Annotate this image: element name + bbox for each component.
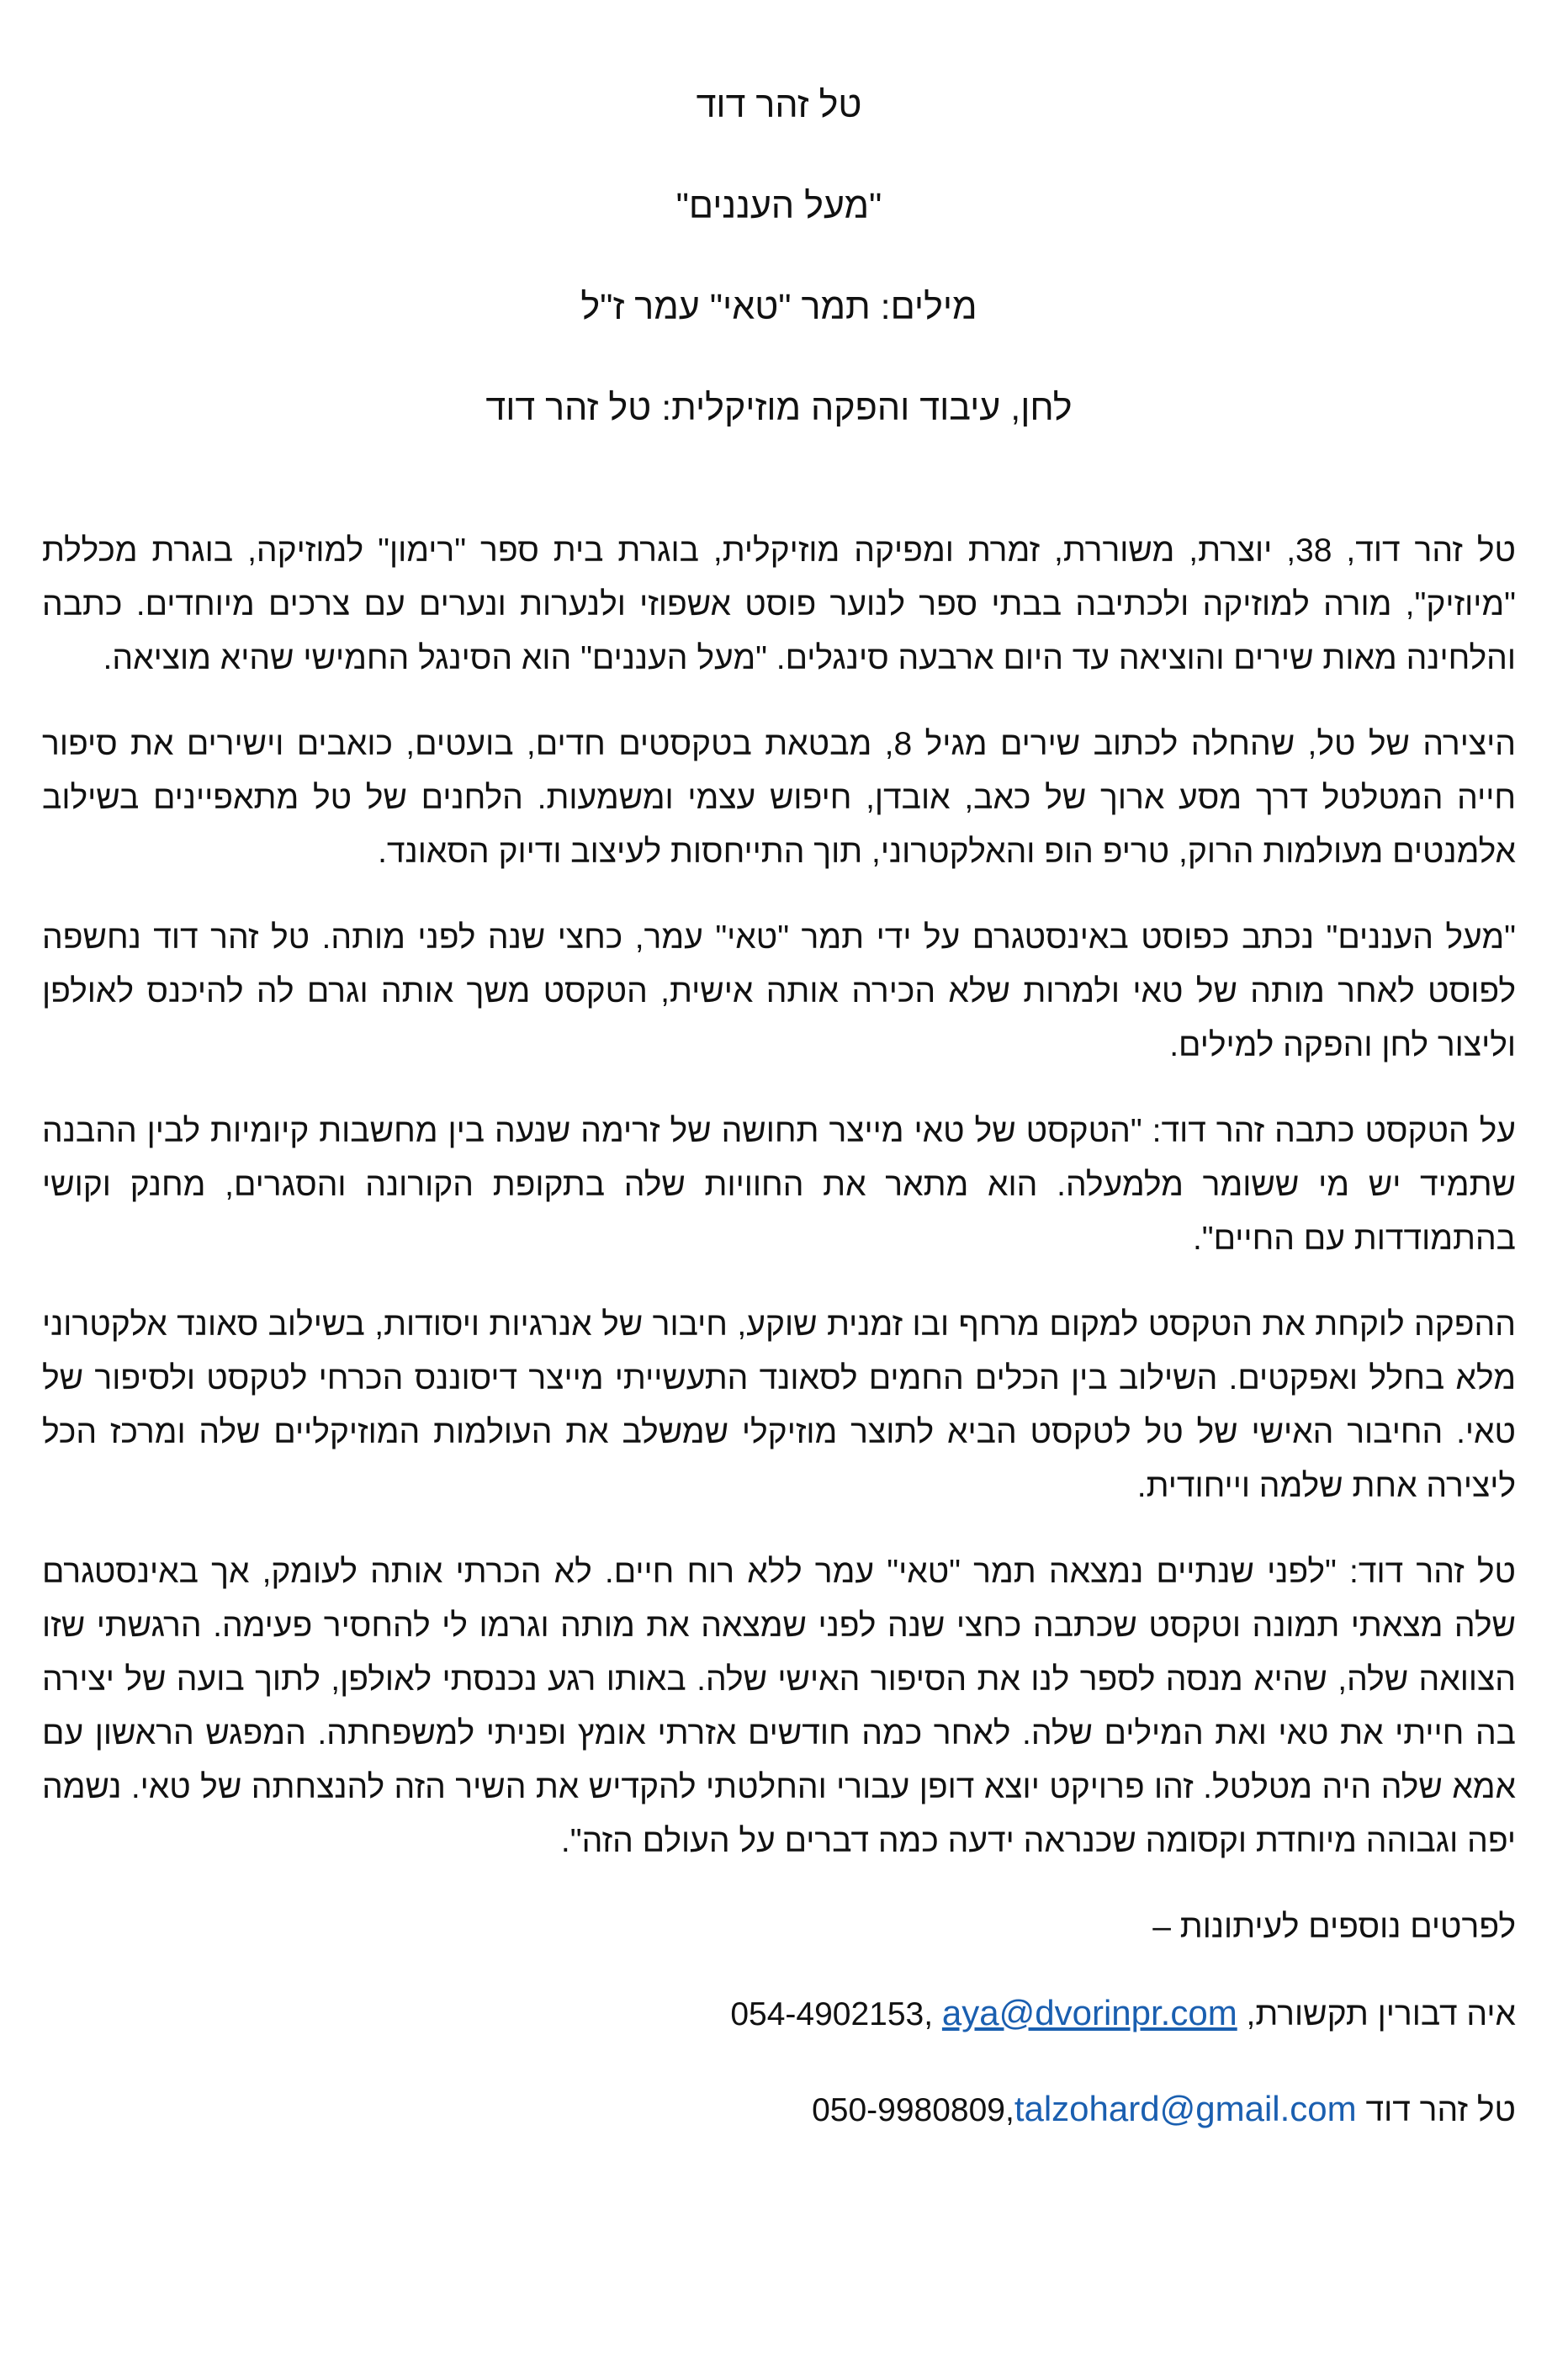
contact-section: [42, 1900, 1516, 2138]
paragraph-production: ההפקה לוקחת את הטקסט למקום מרחף ובו זמנית שוקע, חיבור של אנרגיות ויסודות, בשילוב סאונד אלקטרוני מלא בחלל ואפקטים. השילוב בין הכלים החמים לסאונד התעשייתי מייצר דיסוננס הכרחי לטקסט ולסיפור של טאי. החיבור האישי של טל לטקסט הביא לתוצר מוזיקלי שמשלב את העולמות המוזיקליים שלה ומרכז הכל ליצירה אחת שלמה וייחודית.: [42, 1306, 1516, 1504]
lyrics-credit: מילים: תמר "טאי" עמר ז"ל: [580, 287, 977, 327]
paragraph-text-quote: על הטקסט כתבה זהר דוד: "הטקסט של טאי מייצר תחושה של זרימה שנעה בין מחשבות קיומיות לבין ההבנה שתמיד יש מי ששומר מלמעלה. הוא מתאר את החוויות שלה בתקופת הקורונה והסגרים, מחנק וקושי בהתמודדות עם החיים".: [42, 1113, 1516, 1257]
artist-name: טל זהר דוד: [696, 85, 862, 125]
body-text: [42, 524, 1516, 1868]
contact-artist: [42, 2082, 1516, 2138]
contact-heading: לפרטים נוספים לעיתונות –: [1152, 1909, 1516, 1945]
contact-pr: [42, 1986, 1516, 2042]
paragraph-song-origin: "מעל העננים" נכתב כפוסט באינסטגרם על ידי תמר "טאי" עמר, כחצי שנה לפני מותה. טל זהר דוד נחשפה לפוסט לאחר מותה של טאי ולמרות שלא הכירה אותה אישית, הטקסט משך אותה וגרם לה להיכנס לאולפן וליצור לחן והפקה למילים.: [42, 919, 1516, 1063]
paragraph-artist-quote: טל זהר דוד: "לפני שנתיים נמצאה תמר "טאי" עמר ללא רוח חיים. לא הכרתי אותה לעומק, אך באינסטגרם שלה מצאתי תמונה וטקסט שכתבה כחצי שנה לפני שמצאה את מותה וגרמו לי להחסיר פעימה. הרגשתי שזו הצוואה שלה, שהיא מנסה לספר לנו את הסיפור האישי שלה. באותו רגע נכנסתי לאולפן, לתוך בועה של יצירה בה חייתי את טאי ואת המילים שלה. לאחר כמה חודשים אזרתי אומץ ופניתי למשפחתה. המפגש הראשון עם אמא שלה היה מטלטל. זהו פרויקט יוצא דופן עבורי והחלטתי להקדיש את השיר הזה להנצחתה של טאי. נשמה יפה וגבוהה מיוחדת וקסומה שכנראה ידעה כמה דברים על העולם הזה".: [42, 1554, 1516, 1859]
contact-artist-email: talzohard@gmail.com: [1014, 2089, 1357, 2128]
paragraph-bio: טל זהר דוד, 38, יוצרת, משוררת, זמרת ומפיקה מוזיקלית, בוגרת בית ספר "רימון" למוזיקה, בוגרת מכללת "מיוזיק", מורה למוזיקה ולכתיבה בבתי ספר לנוער פוסט אשפוזי ולנערות ונערים עם צרכים מיוחדים. כתבה והלחינה מאות שירים והוציאה עד היום ארבעה סינגלים. "מעל העננים" הוא הסינגל החמישי שהיא מוציאה.: [42, 533, 1516, 676]
title-block: [42, 80, 1516, 433]
contact-artist-phone: 050-9980809: [812, 2092, 1005, 2128]
contact-pr-separator: ,: [924, 1996, 942, 2032]
contact-artist-label: טל זהר דוד: [1356, 2092, 1516, 2128]
music-credit: לחן, עיבוד והפקה מוזיקלית: טל זהר דוד: [485, 388, 1073, 428]
paragraph-creation: היצירה של טל, שהחלה לכתוב שירים מגיל 8, מבטאת בטקסטים חדים, בועטים, כואבים וישירים את סיפור חייה המטלטל דרך מסע ארוך של כאב, אובדן, חיפוש עצמי ומשמעות. הלחנים של טל מתאפיינים בשילוב אלמנטים מעולמות הרוק, טריפ הופ והאלקטרוני, תוך התייחסות לעיצוב ודיוק הסאונד.: [42, 726, 1516, 870]
contact-pr-label: איה דבורין תקשורת,: [1237, 1996, 1516, 2032]
contact-artist-separator: ,: [1004, 2092, 1014, 2128]
contact-pr-email-link[interactable]: aya@dvorinpr.com: [941, 1993, 1237, 2032]
contact-pr-phone: 054-4902153: [730, 1996, 924, 2032]
song-title: "מעל העננים": [675, 186, 882, 226]
press-release-page: [42, 80, 1516, 2178]
